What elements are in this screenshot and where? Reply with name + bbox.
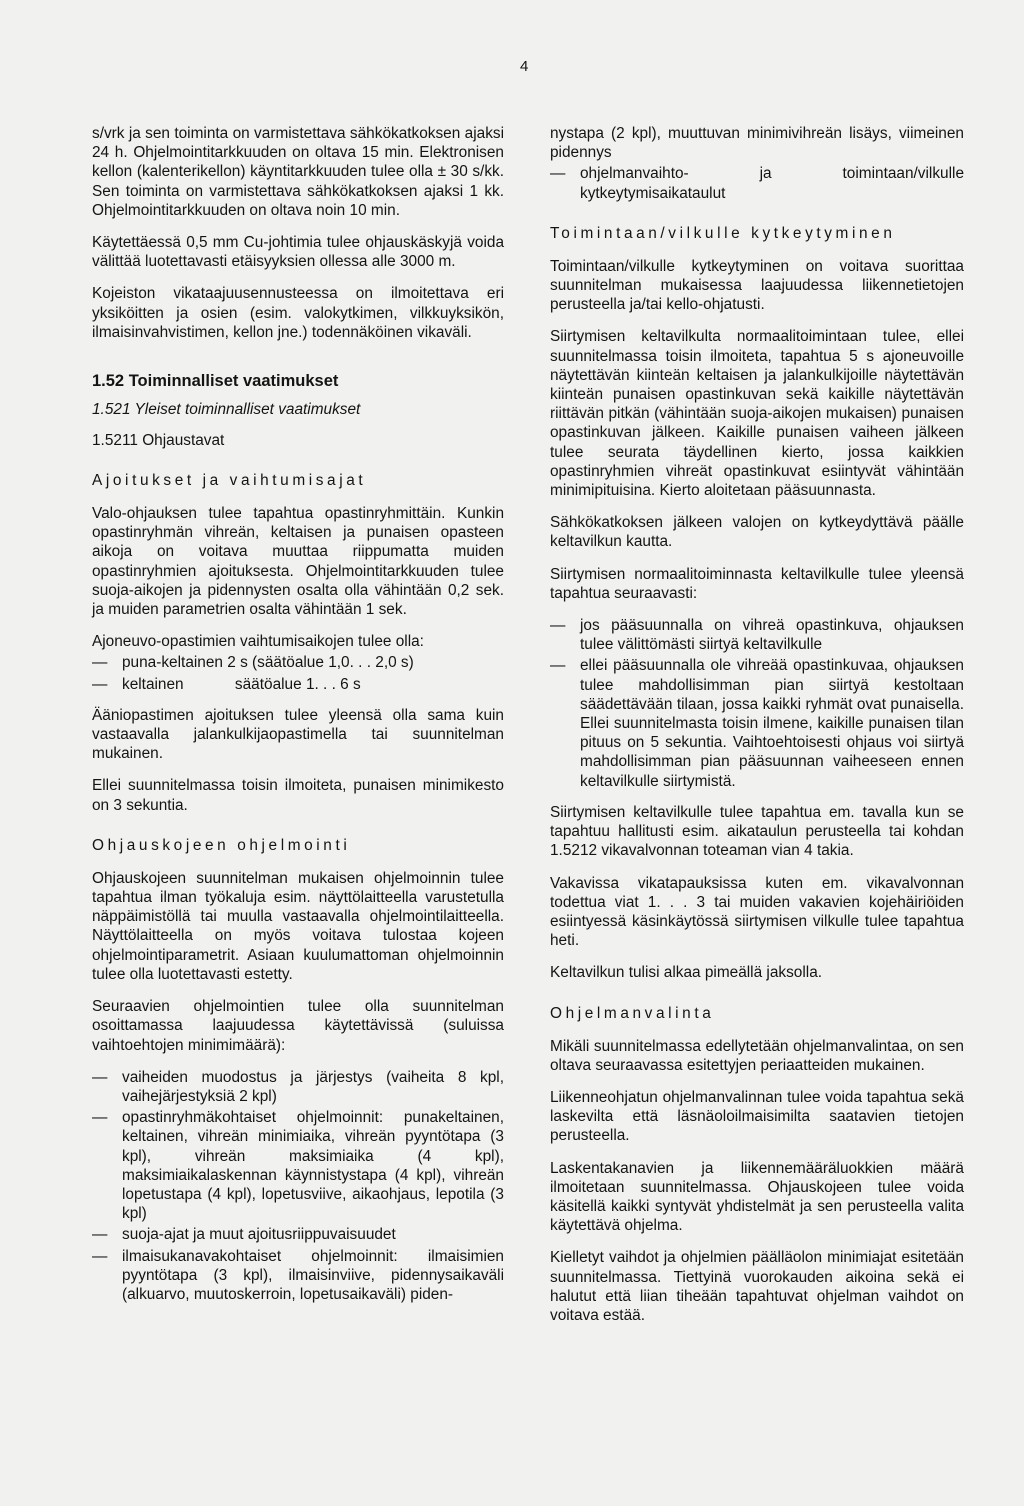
- spaced-heading: Ohjelmanvalinta: [550, 1004, 715, 1022]
- dash-list: [92, 653, 504, 693]
- paragraph: Sähkökatkoksen jälkeen valojen on kytkeydyttävä päälle keltavilkun kautta.: [550, 514, 964, 551]
- spaced-heading: Ohjauskojeen ohjelmointi: [92, 836, 351, 854]
- paragraph: Käytettäessä 0,5 mm Cu-johtimia tulee ohjauskäskyjä voida välittää luotettavasti etäisyyksien ollessa alle 3000 m.: [92, 234, 504, 271]
- paragraph: Ääniopastimen ajoituksen tulee yleensä olla sama kuin vastaavalla jalankulkijaopastimella tai suunnitelman mukainen.: [92, 706, 504, 763]
- paragraph: Siirtymisen keltavilkulta normaalitoimintaan tulee, ellei suunnitelmassa toisin ilmoiteta, tapahtua 5 s ajoneuvoille näytettävän kiinteän keltaisen ja jalankulkijoille näytettävän kiinteän punaisen opastinkuvan sekä kaikille näytettävän riittävän pitkän (vähintään suoja-aikojen mukaisen) punaisen opastinkuvan jälkeen. Kaikille punaisen vaiheen jälkeen tulee seurata täydellinen kierto, jossa kaikkien opastinryhmien vihreät opastinkuvat esiintyvät vähintään minimipituisina. Kierto aloitetaan pääsuunnasta.: [550, 328, 964, 500]
- paragraph: Mikäli suunnitelmassa edellytetään ohjelmanvalintaa, on sen oltava seuraavassa esitettyjen periaatteiden mukainen.: [550, 1037, 964, 1074]
- paragraph: nystapa (2 kpl), muuttuvan minimivihreän lisäys, viimeinen pidennys: [550, 125, 964, 162]
- paragraph: Ellei suunnitelmassa toisin ilmoiteta, punaisen minimikesto on 3 sekuntia.: [92, 777, 504, 814]
- dash-list: [550, 616, 964, 791]
- list-item: — ellei pääsuunnalla ole vihreää opastinkuvaa, ohjauksen tulee mahdollisimman pian siirtyä kestoltaan säädettävään tilaan, jossa kaikki ryhmät ovat punaisella. Ellei suunnitelmasta toisin ilmene, kaikille punaisen tilan pituus on 5 sekuntia. Vaihtoehtoisesti ohjaus voi siirtyä mahdollisimman pian pääsuunnan vaiheeseen ennen keltavilkulle siirtymistä.: [550, 657, 964, 790]
- list-item: — vaiheiden muodostus ja järjestys (vaiheita 8 kpl, vaihejärjestyksiä 2 kpl): [92, 1068, 504, 1105]
- paragraph: Laskentakanavien ja liikennemääräluokkien määrä ilmoitetaan suunnitelmassa. Ohjauskojeen tulee voida käsitellä kaikki syntyvät yhdistelmät ja sen perusteella valita käytettävä ohjelma.: [550, 1159, 964, 1235]
- subsection-heading: 1.521 Yleiset toiminnalliset vaatimukset: [92, 401, 361, 419]
- list-item: — puna-keltainen 2 s (säätöalue 1,0. . . 2,0 s): [92, 654, 414, 672]
- paragraph: Valo-ohjauksen tulee tapahtua opastinryhmittäin. Kunkin opastinryhmän vihreän, keltaisen ja punaisen opasteen aikoja on voitava muuttaa riippumatta muiden opastinryhmien ajoituksesta. Ohjelmointitarkkuuden tulee suoja-aikojen ja pidennysten osalta olla vähintään 0,2 sek. ja muiden parametrien osalta vähintään 1 sek.: [92, 505, 504, 619]
- paragraph: s/vrk ja sen toiminta on varmistettava sähkökatkoksen ajaksi 24 h. Ohjelmointitarkkuuden on oltava 15 min. Elektronisen kellon (kalenterikellon) käyntitarkkuuden tulee olla ± 30 s/kk. Sen toiminta on varmistettava sähkökatkoksen ajaksi 1 kk. Ohjelmointitarkkuuden on oltava noin 10 min.: [92, 125, 504, 219]
- page-number: 4: [520, 58, 529, 75]
- paragraph: Ajoneuvo-opastimien vaihtumisaikojen tulee olla:: [92, 633, 424, 651]
- paragraph: Siirtymisen keltavilkulle tulee tapahtua em. tavalla kun se tapahtuu hallitusti esim. aikataulun perusteella tai kohdan 1.5212 vikavalvonnan toteaman vian 4 takia.: [550, 803, 964, 860]
- paragraph: Kojeiston vikataajuusennusteessa on ilmoitettava eri yksiköitten ja osien (esim. valokytkimen, vilkkuyksikön, ilmaisinvahvistimen, kellon jne.) todennäköinen vikaväli.: [92, 285, 504, 341]
- section-heading: 1.52 Toiminnalliset vaatimukset: [92, 372, 339, 391]
- list-item: — ilmaisukanavakohtaiset ohjelmoinnit: ilmaisimien pyyntötapa (3 kpl), ilmaisinviive, pidennysaikaväli (alkuarvo, muutoskerroin, lopetusaikaväli) piden-: [92, 1247, 504, 1303]
- paragraph: Liikenneohjatun ohjelmanvalinnan tulee voida tapahtua sekä laskevilta että läsnäoloilmaisimilta saatavien tietojen perusteella.: [550, 1088, 964, 1145]
- left-column: [92, 124, 504, 1316]
- paragraph: Kielletyt vaihdot ja ohjelmien päälläolon minimiajat esitetään suunnitelmassa. Tiettyinä vuorokauden aikoina sekä ei halutut että liian tiheään tapahtuvat ohjelman vaihdot on voitava estää.: [550, 1249, 964, 1324]
- spaced-heading: Toimintaan/vilkulle kytkeytyminen: [550, 224, 896, 242]
- paragraph: Keltavilkun tulisi alkaa pimeällä jaksolla.: [550, 964, 823, 982]
- list-item: — ohjelmanvaihto- ja toimintaan/vilkulle kytkeytymisaikataulut: [550, 165, 964, 202]
- paragraph: Ohjauskojeen suunnitelman mukaisen ohjelmoinnin tulee tapahtua ilman työkaluja esim. näyttölaitteella varustetulla näppäimistöllä tai muulla vastaavalla ohjelmointilaitteella. Näyttölaitteella on myös voitava tulostaa kojeen ohjelmointiparametrit. Asiaan kuulumattoman ohjelmoinnin tulee olla luotettavasti estetty.: [92, 869, 504, 983]
- list-item: — keltainen säätöalue 1. . . 6 s: [92, 675, 361, 693]
- list-item: — opastinryhmäkohtaiset ohjelmoinnit: punakeltainen, keltainen, vihreän minimiaika, vihreän pyyntötapa (3 kpl), vihreän maksimiaika (4 kpl), maksimiaikalaskennan käynnistystapa (4 kpl), vihreän lopetustapa (4 kpl), lopetusviive, aikaohjaus, lepotila (3 kpl): [92, 1109, 504, 1223]
- paragraph: Siirtymisen normaalitoiminnasta keltavilkulle tulee yleensä tapahtua seuraavasti:: [550, 565, 964, 602]
- right-column: [550, 124, 964, 1338]
- dash-list: [92, 1068, 504, 1304]
- paragraph: Vakavissa vikatapauksissa kuten em. vikavalvonnan todettua viat 1. . . 3 tai muiden vakavien kojehäiriöiden esiintyessä käsinkäytössä siirtymisen vilkulle tulee tapahtua heti.: [550, 874, 964, 950]
- spaced-heading: Ajoitukset ja vaihtumisajat: [92, 472, 367, 490]
- list-item: — suoja-ajat ja muut ajoitusriippuvaisuudet: [92, 1226, 396, 1244]
- paragraph: Toimintaan/vilkulle kytkeytyminen on voitava suorittaa suunnitelman mukaisessa laajuudessa liikennetietojen perusteella ja/tai kello-ohjatusti.: [550, 257, 964, 314]
- dash-list: [550, 164, 964, 202]
- subsubsection-heading: 1.5211 Ohjaustavat: [92, 432, 225, 450]
- paragraph: Seuraavien ohjelmointien tulee olla suunnitelman osoittamassa laajuudessa käytettävissä (suluissa vaihtoehtojen minimimäärä):: [92, 998, 504, 1054]
- list-item: — jos pääsuunnalla on vihreä opastinkuva, ohjauksen tulee välittömästi siirtyä keltavilkulle: [550, 617, 964, 654]
